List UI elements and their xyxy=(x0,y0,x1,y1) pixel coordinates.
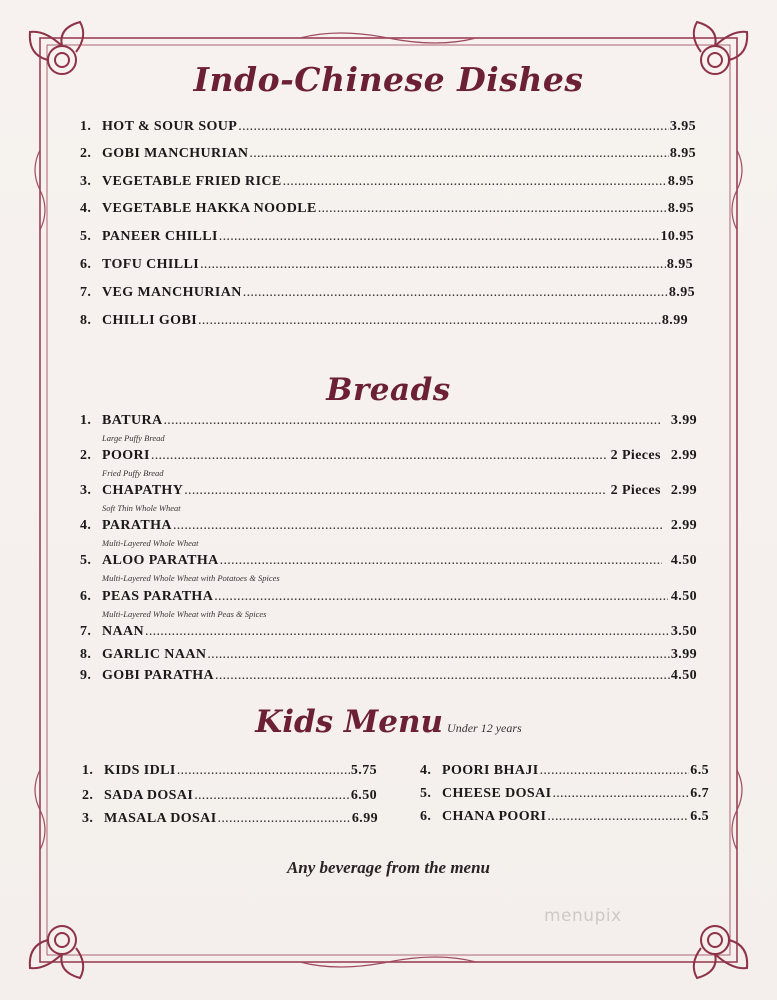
menu-item xyxy=(80,257,693,273)
item-number: 2. xyxy=(82,788,94,803)
dot-leader xyxy=(200,257,666,273)
item-price: 8.95 xyxy=(667,201,694,216)
item-number: 1. xyxy=(80,119,92,134)
menu-item xyxy=(80,413,697,429)
dot-leader xyxy=(283,174,667,190)
dot-leader xyxy=(163,413,661,429)
menu-item xyxy=(80,483,697,499)
kids-menu-subtitle: Under 12 years xyxy=(447,721,522,735)
dot-leader xyxy=(540,763,690,779)
dot-leader xyxy=(214,589,668,605)
item-price: 2.99 xyxy=(670,483,697,498)
item-price: 5.75 xyxy=(350,763,377,778)
item-price: 3.99 xyxy=(670,413,697,428)
dot-leader xyxy=(207,647,670,663)
item-name: MASALA DOSAI xyxy=(104,811,217,826)
dot-leader xyxy=(243,285,668,301)
item-name: CHEESE DOSAI xyxy=(442,786,552,801)
item-name: CHANA POORI xyxy=(442,809,547,824)
item-number: 9. xyxy=(80,668,92,683)
dot-leader xyxy=(219,229,660,245)
item-number: 4. xyxy=(80,201,92,216)
menu-item xyxy=(82,763,377,779)
dot-leader xyxy=(173,518,662,534)
item-name: BATURA xyxy=(102,413,163,428)
item-price: 8.99 xyxy=(661,313,688,328)
watermark: menupix xyxy=(544,906,622,926)
item-number: 8. xyxy=(80,647,92,662)
menu-item xyxy=(80,285,695,301)
item-number: 1. xyxy=(82,763,94,778)
item-description: Fried Puffy Bread xyxy=(102,468,164,478)
dot-leader xyxy=(238,119,669,135)
item-name: SADA DOSAI xyxy=(104,788,194,803)
item-price: 2.99 xyxy=(670,448,697,463)
item-number: 4. xyxy=(80,518,92,533)
item-name: GOBI MANCHURIAN xyxy=(102,146,249,161)
section-title-indo-chinese: Indo-Chinese Dishes xyxy=(193,60,584,99)
item-number: 5. xyxy=(80,553,92,568)
menu-item xyxy=(80,668,697,684)
dot-leader xyxy=(177,763,350,779)
menu-item xyxy=(82,811,378,827)
menu-item xyxy=(80,448,697,464)
item-price: 8.95 xyxy=(668,285,695,300)
item-price: 4.50 xyxy=(670,553,697,568)
dot-leader xyxy=(552,786,689,802)
beverage-note: Any beverage from the menu xyxy=(286,858,491,877)
menu-item xyxy=(80,201,694,217)
item-name: HOT & SOUR SOUP xyxy=(102,119,238,134)
item-price: 6.99 xyxy=(351,811,378,826)
dot-leader xyxy=(318,201,667,217)
item-price: 4.50 xyxy=(670,589,697,604)
menu-item xyxy=(80,518,697,534)
item-number: 7. xyxy=(80,624,92,639)
item-price: 6.5 xyxy=(690,809,709,824)
dot-leader xyxy=(184,483,605,499)
item-name: PANEER CHILLI xyxy=(102,229,218,244)
item-number: 2. xyxy=(80,448,92,463)
menu-item xyxy=(80,119,696,135)
item-price: 6.50 xyxy=(350,788,377,803)
menu-item xyxy=(80,624,697,640)
item-price: 10.95 xyxy=(660,229,694,244)
item-number: 8. xyxy=(80,313,92,328)
item-name: PEAS PARATHA xyxy=(102,589,214,604)
item-description: Multi-Layered Whole Wheat with Peas & Spices xyxy=(102,609,267,619)
dot-leader xyxy=(198,313,661,329)
item-number: 6. xyxy=(80,589,92,604)
menu-item xyxy=(420,786,709,802)
item-description: Multi-Layered Whole Wheat with Potatoes & Spices xyxy=(102,573,280,583)
item-number: 6. xyxy=(80,257,92,272)
item-description: Soft Thin Whole Wheat xyxy=(102,503,181,513)
item-name: VEG MANCHURIAN xyxy=(102,285,242,300)
item-number: 5. xyxy=(80,229,92,244)
item-name: GARLIC NAAN xyxy=(102,647,207,662)
item-name: CHAPATHY xyxy=(102,483,184,498)
item-number: 5. xyxy=(420,786,432,801)
item-name: VEGETABLE HAKKA NOODLE xyxy=(102,201,317,216)
item-number: 1. xyxy=(80,413,92,428)
menu-item xyxy=(80,146,696,162)
item-name: KIDS IDLI xyxy=(104,763,176,778)
item-number: 7. xyxy=(80,285,92,300)
menu-item xyxy=(80,647,697,663)
section-title-kids-menu xyxy=(0,704,777,740)
dot-leader xyxy=(151,448,606,464)
item-description: Large Puffy Bread xyxy=(102,433,165,443)
menu-item xyxy=(420,809,709,825)
dot-leader xyxy=(547,809,689,825)
dot-leader xyxy=(220,553,662,569)
item-number: 6. xyxy=(420,809,432,824)
menu-item xyxy=(80,313,688,329)
item-number: 3. xyxy=(82,811,94,826)
item-description: Multi-Layered Whole Wheat xyxy=(102,538,199,548)
item-price: 8.95 xyxy=(667,174,694,189)
item-price: 6.7 xyxy=(690,786,709,801)
item-name: PARATHA xyxy=(102,518,172,533)
menu-item xyxy=(80,174,694,190)
item-price: 3.99 xyxy=(670,647,697,662)
menu-item xyxy=(80,553,697,569)
item-name: CHILLI GOBI xyxy=(102,313,198,328)
item-price: 6.5 xyxy=(690,763,709,778)
item-number: 4. xyxy=(420,763,432,778)
menu-item xyxy=(82,788,377,804)
item-name: ALOO PARATHA xyxy=(102,553,219,568)
item-price: 3.95 xyxy=(669,119,696,134)
dot-leader xyxy=(218,811,351,827)
item-price: 4.50 xyxy=(670,668,697,683)
item-name: NAAN xyxy=(102,624,145,639)
item-name: POORI xyxy=(102,448,150,463)
menu-item xyxy=(80,229,694,245)
kids-menu-title: Kids Menu xyxy=(255,704,444,740)
section-title-breads: Breads xyxy=(326,372,451,408)
menu-item xyxy=(420,763,709,779)
item-price: 2.99 xyxy=(670,518,697,533)
item-name: POORI BHAJI xyxy=(442,763,539,778)
item-number: 3. xyxy=(80,174,92,189)
item-quantity: 2 Pieces xyxy=(610,483,661,498)
dot-leader xyxy=(194,788,350,804)
item-name: VEGETABLE FRIED RICE xyxy=(102,174,282,189)
menu-item xyxy=(80,589,697,605)
dot-leader xyxy=(145,624,670,640)
item-price: 8.95 xyxy=(669,146,696,161)
item-number: 2. xyxy=(80,146,92,161)
dot-leader xyxy=(215,668,670,684)
item-quantity: 2 Pieces xyxy=(610,448,661,463)
dot-leader xyxy=(249,146,669,162)
item-price: 3.50 xyxy=(670,624,697,639)
item-number: 3. xyxy=(80,483,92,498)
item-price: 8.95 xyxy=(666,257,693,272)
item-name: GOBI PARATHA xyxy=(102,668,215,683)
item-name: TOFU CHILLI xyxy=(102,257,200,272)
